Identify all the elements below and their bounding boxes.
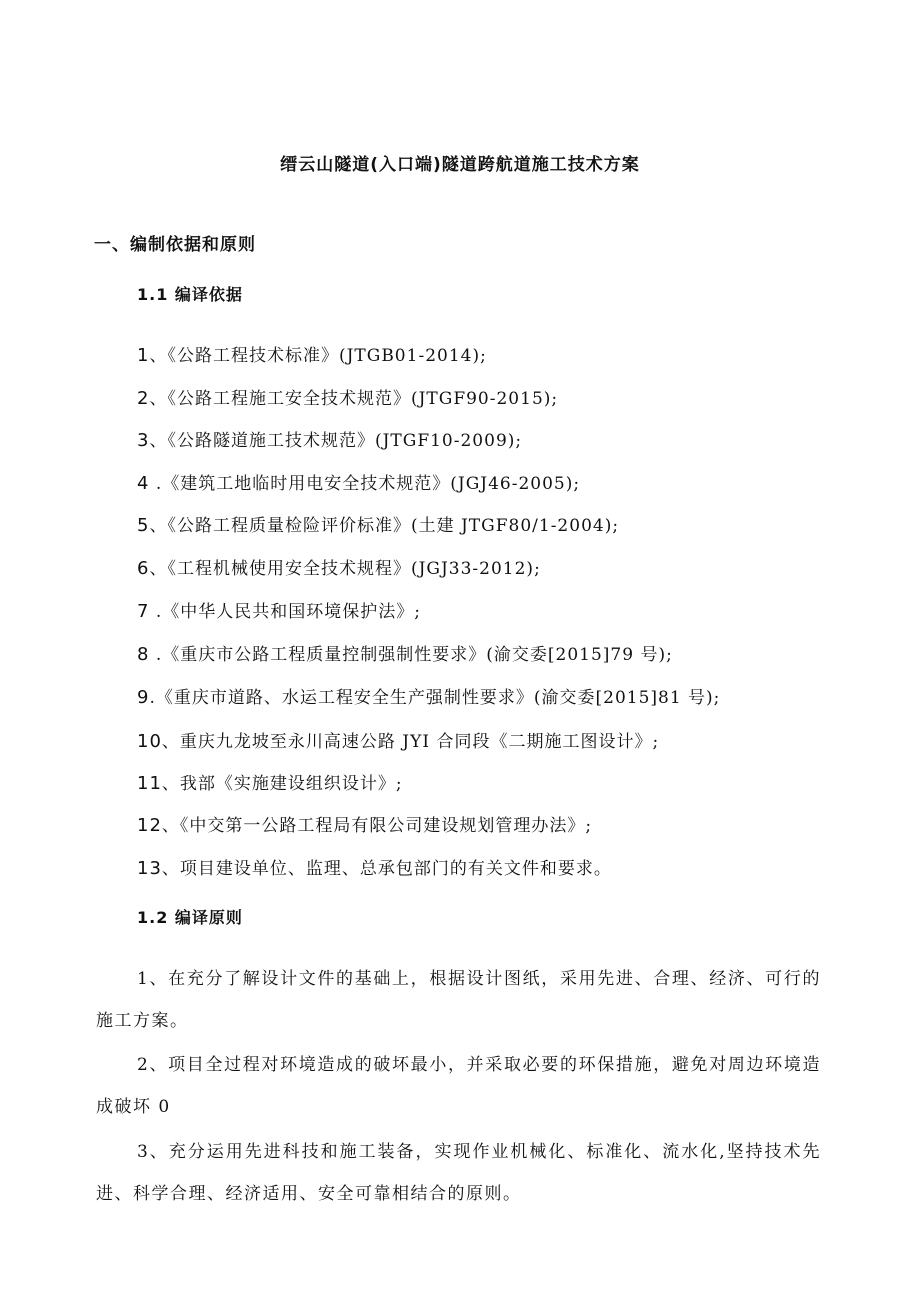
reference-item: 2、《公路工程施工安全技术规范》(JTGF90-2015); bbox=[137, 388, 559, 409]
reference-item: 3、《公路隧道施工技术规范》(JTGF10-2009); bbox=[137, 430, 523, 451]
reference-item: 13、项目建设单位、监理、总承包部门的有关文件和要求。 bbox=[137, 858, 612, 879]
reference-item: 5、《公路工程质量检险评价标准》(土建 JTGF80/1-2004); bbox=[137, 515, 620, 536]
principle-paragraph: 2、项目全过程对环境造成的破坏最小，并采取必要的环保措施，避免对周边环境造成破坏 0 bbox=[96, 1055, 821, 1117]
reference-item: 4 .《建筑工地临时用电安全技术规范》(JGJ46-2005); bbox=[137, 473, 581, 494]
subsection-heading-1-2: 1.2 编译原则 bbox=[137, 908, 243, 927]
reference-item: 10、重庆九龙坡至永川高速公路 JYI 合同段《二期施工图设计》; bbox=[137, 731, 660, 752]
principle-paragraph: 1、在充分了解设计文件的基础上，根据设计图纸，采用先进、合理、经济、可行的施工方案。 bbox=[96, 969, 821, 1031]
subsection-heading-1-1: 1.1 编译依据 bbox=[137, 285, 243, 304]
reference-item: 6、《工程机械使用安全技术规程》(JGJ33-2012); bbox=[137, 558, 541, 579]
reference-item: 8 .《重庆市公路工程质量控制强制性要求》(渝交委[2015]79 号); bbox=[137, 644, 673, 665]
section-heading: 一、编制依据和原则 bbox=[94, 235, 256, 255]
principle-paragraph: 3、充分运用先进科技和施工装备，实现作业机械化、标准化、流水化,坚持技术先进、科学合理、经济适用、安全可靠相结合的原则。 bbox=[96, 1142, 821, 1204]
reference-item: 9.《重庆市道路、水运工程安全生产强制性要求》(渝交委[2015]81 号); bbox=[137, 687, 721, 708]
reference-item: 7 .《中华人民共和国环境保护法》; bbox=[137, 601, 421, 622]
reference-item: 12、《中交第一公路工程局有限公司建设规划管理办法》; bbox=[137, 815, 593, 836]
document-title: 缙云山隧道(入口端)隧道跨航道施工技术方案 bbox=[280, 155, 640, 175]
reference-item: 1、《公路工程技术标准》(JTGB01-2014); bbox=[137, 345, 487, 366]
reference-item: 11、我部《实施建设组织设计》; bbox=[137, 773, 403, 794]
